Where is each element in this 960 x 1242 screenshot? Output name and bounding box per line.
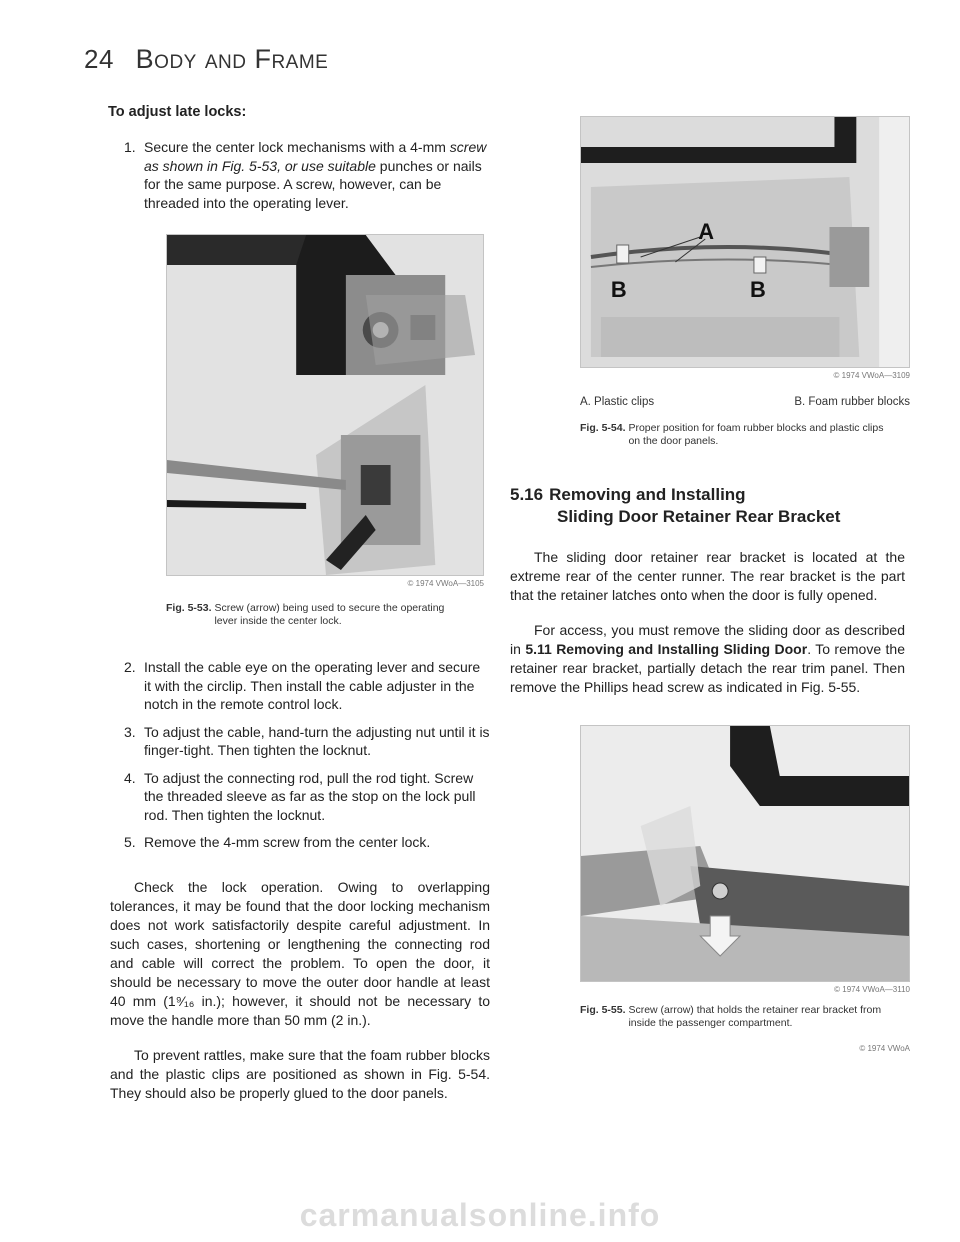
- page-header: [84, 44, 328, 75]
- step-item: 5. Remove the 4-mm screw from the center lock.: [124, 834, 431, 850]
- figure-5-54-marker-b: B: [749, 276, 766, 303]
- step-item: 4. To adjust the connecting rod, pull the rod tight. Screw the threaded sleeve as far as the stop on the lock pull rod. Then tighten the locknut.: [124, 769, 476, 823]
- figure-5-53-credit: © 1974 VWoA—3105: [407, 579, 484, 588]
- figure-5-54-photo: [580, 116, 910, 368]
- figure-5-55-photo: [580, 725, 910, 982]
- section-heading: 5.16 Removing and Installing Sliding Door Retainer Rear Bracket: [510, 485, 841, 526]
- figure-5-53-photo: [166, 234, 484, 576]
- steps-list-1: [110, 138, 490, 212]
- right-column: [510, 104, 910, 1053]
- procedure-subheading: To adjust late locks:: [108, 104, 247, 120]
- page-title: Body and Frame: [135, 44, 329, 74]
- figure-5-54-marker-b: B: [610, 276, 627, 303]
- left-column: [110, 104, 490, 1103]
- page-number: 24: [84, 44, 114, 74]
- figure-5-53-caption: Fig. 5-53. Screw (arrow) being used to secure the operating lever inside the center lock.: [166, 602, 445, 627]
- steps-list-2: [110, 658, 490, 852]
- watermark: carmanualsonline.info: [299, 1197, 661, 1233]
- step-item: 3. To adjust the cable, hand-turn the adjusting nut until it is finger-tight. Then tighten the locknut.: [124, 723, 490, 758]
- figure-5-55-caption: Fig. 5-55. Screw (arrow) that holds the retainer rear bracket from inside the passenger compartment.: [580, 1004, 882, 1029]
- cross-reference: 5.11 Removing and Installing Sliding Door: [525, 641, 808, 657]
- figure-5-55-credit: © 1974 VWoA—3110: [834, 985, 910, 994]
- figure-5-54-legend: [580, 396, 910, 408]
- body-paragraph: To prevent rattles, make sure that the foam rubber blocks and the plastic clips are positioned as shown in Fig. 5-54. They should also be properly glued to the door panels.: [110, 1046, 490, 1101]
- body-paragraph: Check the lock operation. Owing to overlapping tolerances, it may be found that the door locking mechanism does not work satisfactorily despite careful adjustment. In such cases, shortening or lengthening the connecting rod and cable will correct the problem. To open the door, it should be necessary to move the outer door handle at least 40 mm (1⁹⁄₁₆ in.); however, it should not be necessary to move the handle more than 50 mm (2 in.).: [110, 878, 490, 1028]
- figure-5-54-caption: Fig. 5-54. Proper position for foam rubber blocks and plastic clips on the door panels.: [580, 422, 884, 447]
- legend-item-b: B. Foam rubber blocks: [794, 396, 910, 408]
- figure-5-54-credit: © 1974 VWoA—3109: [833, 371, 910, 380]
- step-item: 2. Install the cable eye on the operating lever and secure it with the circlip. Then install the cable adjuster in the notch in the remote control lock.: [124, 659, 481, 712]
- figure-5-54-marker-a: A: [698, 218, 715, 245]
- body-paragraph: The sliding door retainer rear bracket is located at the extreme rear of the center runner. The rear bracket is the part that the retainer latches onto when the door is fully opened.: [510, 549, 905, 603]
- page-credit: © 1974 VWoA: [859, 1044, 910, 1053]
- body-paragraph: For access, you must remove the sliding door as described in 5.11 Removing and Installing Sliding Door. To remove the retainer rear bracket, partially detach the rear trim panel. Then remove the Phillips head screw as indicated in Fig. 5-55.: [510, 622, 905, 695]
- step-item: 1. Secure the center lock mechanisms with a 4-mm screw as shown in Fig. 5-53, or use suitable punches or nails for the same purpose. A screw, however, can be threaded into the operating lever.: [124, 139, 487, 211]
- legend-item-a: A. Plastic clips: [580, 396, 655, 408]
